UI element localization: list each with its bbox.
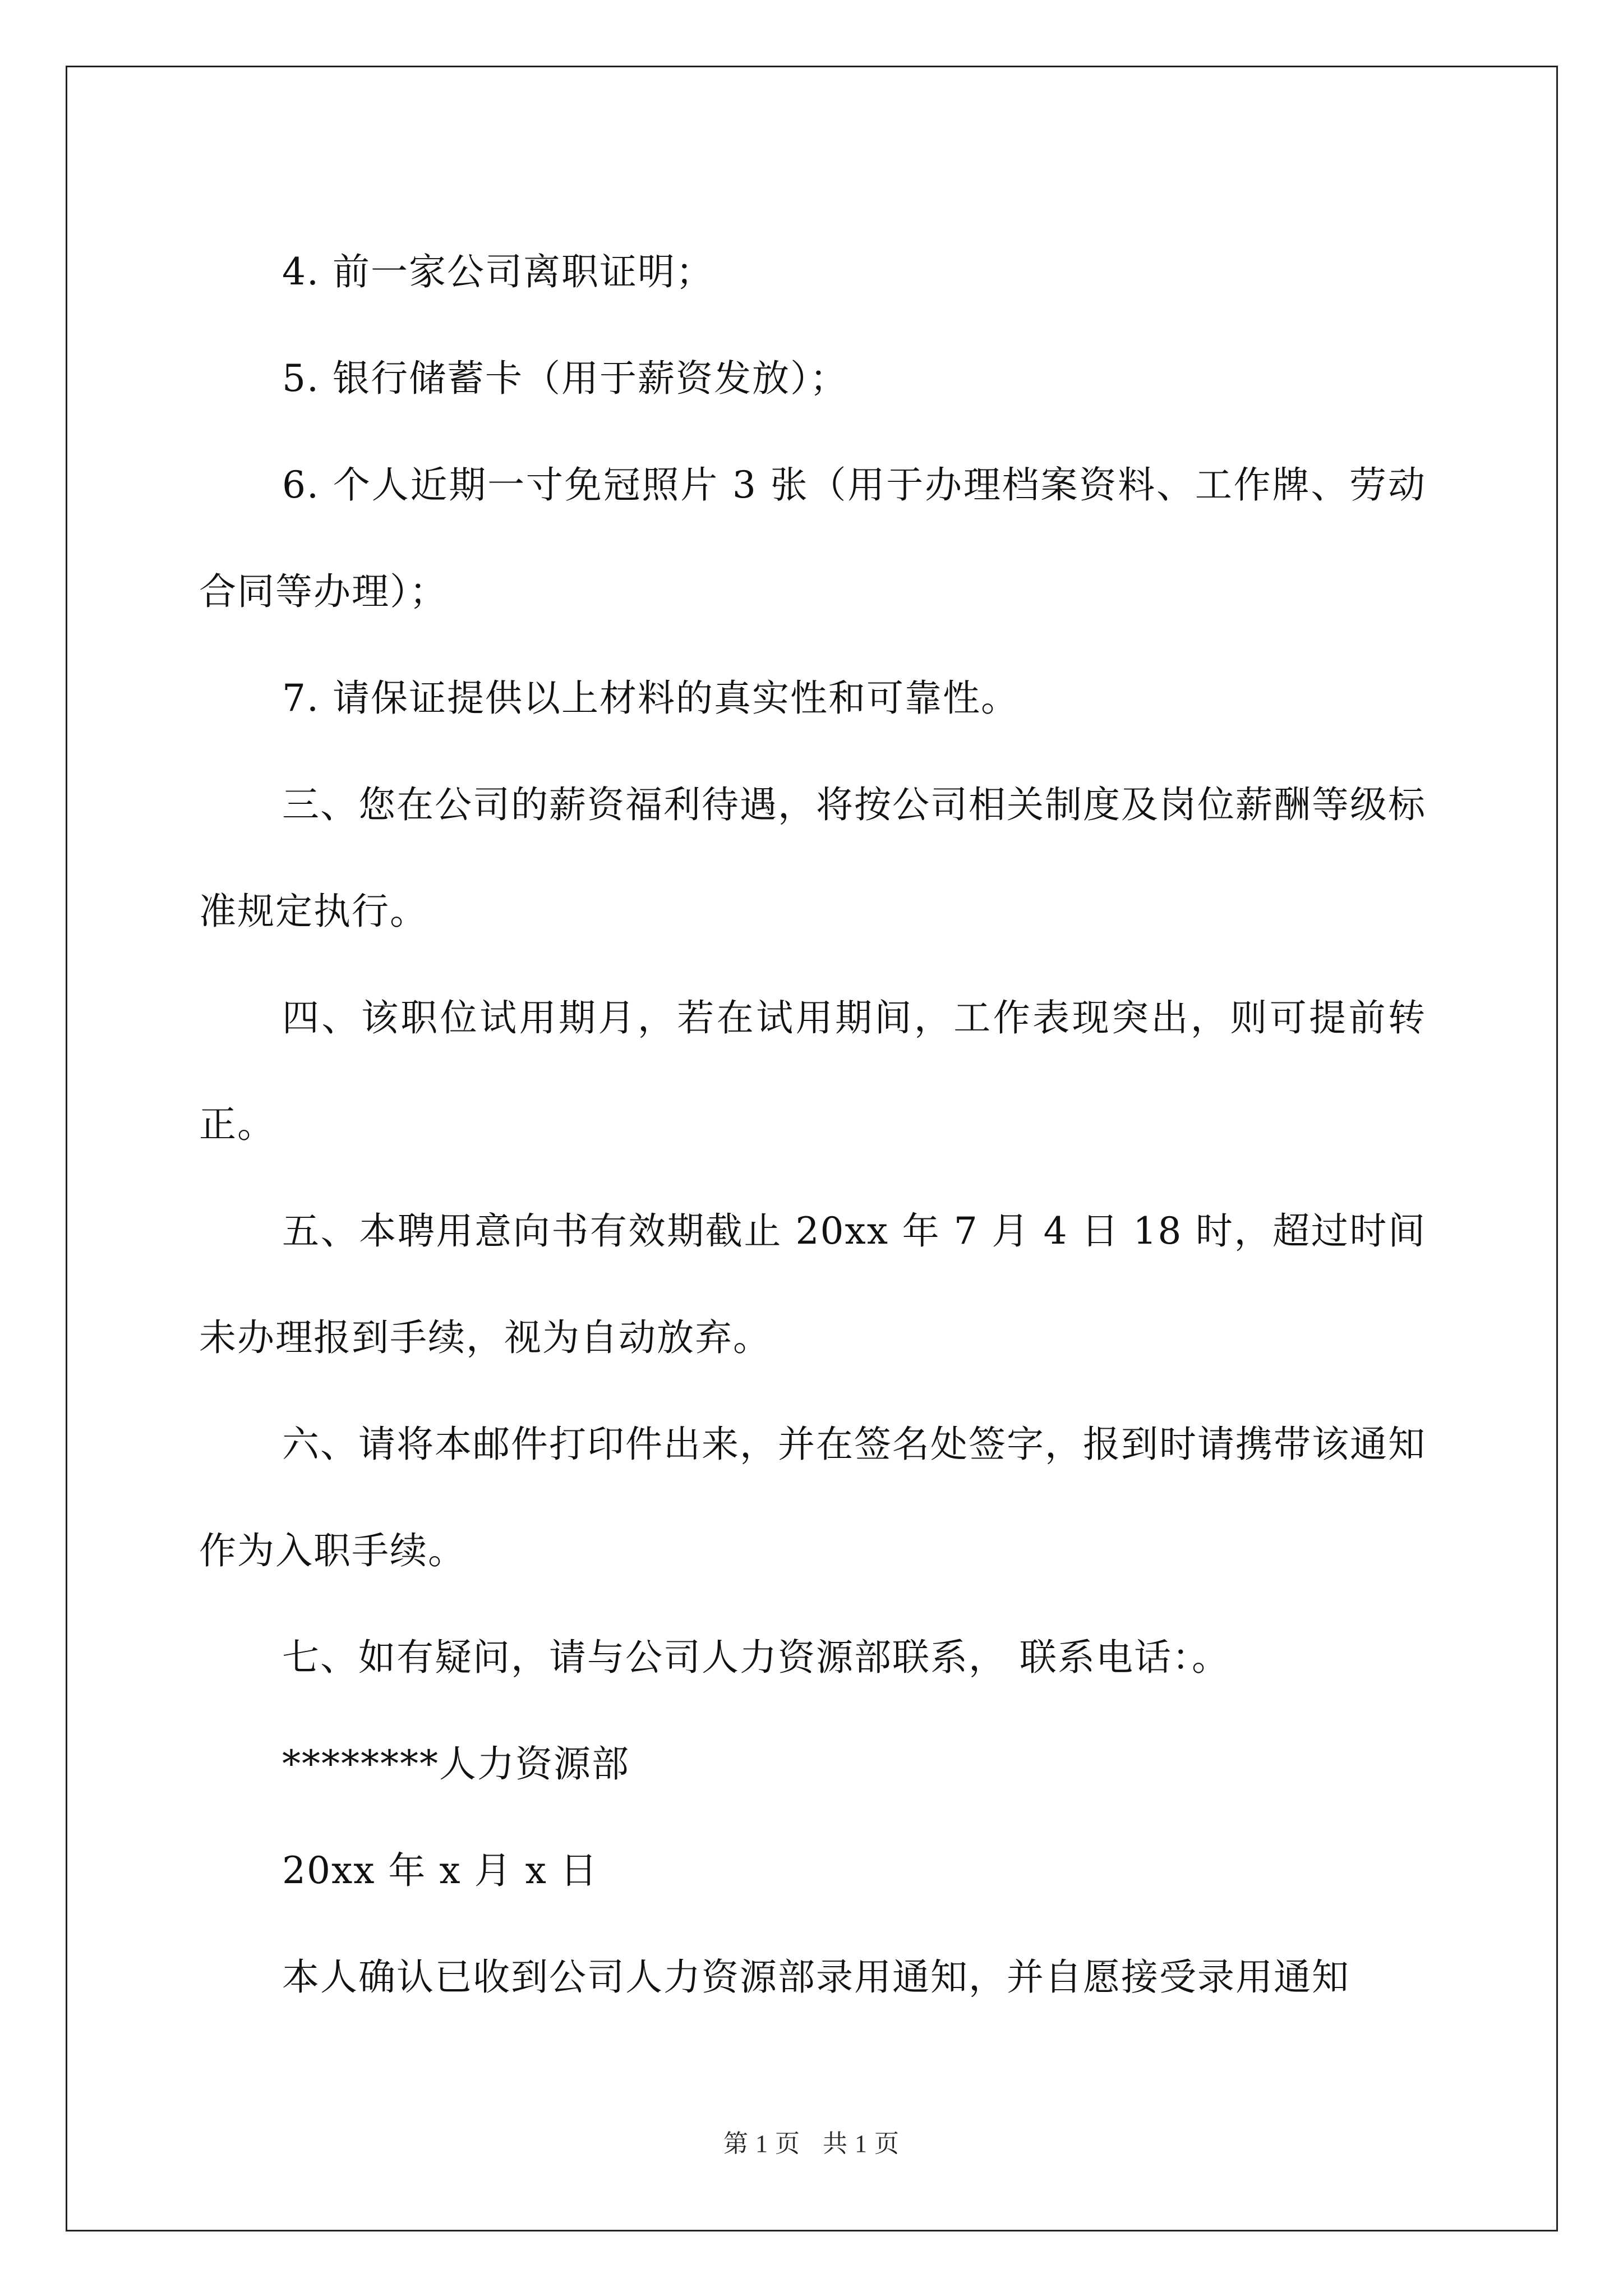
- paragraph-section-5: 五、本聘用意向书有效期截止 20xx 年 7 月 4 日 18 时，超过时间未办理报到手续，视为自动放弃。: [199, 1209, 1426, 1359]
- paragraph-item-4: 4. 前一家公司离职证明；: [282, 250, 714, 293]
- paragraph-section-3: 三、您在公司的薪资福利待遇，将按公司相关制度及岗位薪酬等级标准规定执行。: [199, 783, 1426, 933]
- page-footer: [0, 2123, 1623, 2159]
- paragraph-section-6: 六、请将本邮件打印件出来，并在签名处签字，报到时请携带该通知作为入职手续。: [199, 1423, 1426, 1572]
- paragraph-item-7: 7. 请保证提供以上材料的真实性和可靠性。: [282, 677, 1019, 720]
- paragraph-item-6: 6. 个人近期一寸免冠照片 3 张（用于办理档案资料、工作牌、劳动合同等办理）；: [199, 463, 1426, 613]
- signature-date: 20xx 年 x 月 x 日: [282, 1849, 598, 1892]
- paragraph-item-5: 5. 银行储蓄卡（用于薪资发放）；: [282, 357, 848, 400]
- page-number-total: 共 1 页: [823, 2130, 900, 2157]
- signature-department: ********人力资源部: [282, 1742, 630, 1786]
- paragraph-section-4: 四、该职位试用期月，若在试用期间，工作表现突出，则可提前转正。: [199, 996, 1426, 1146]
- confirmation-text: 本人确认已收到公司人力资源部录用通知，并自愿接受录用通知: [282, 1955, 1350, 1999]
- document-body: [199, 219, 1426, 2031]
- page-number-current: 第 1 页: [723, 2130, 800, 2157]
- paragraph-section-7: 七、如有疑问，请与公司人力资源部联系， 联系电话：。: [282, 1636, 1230, 1679]
